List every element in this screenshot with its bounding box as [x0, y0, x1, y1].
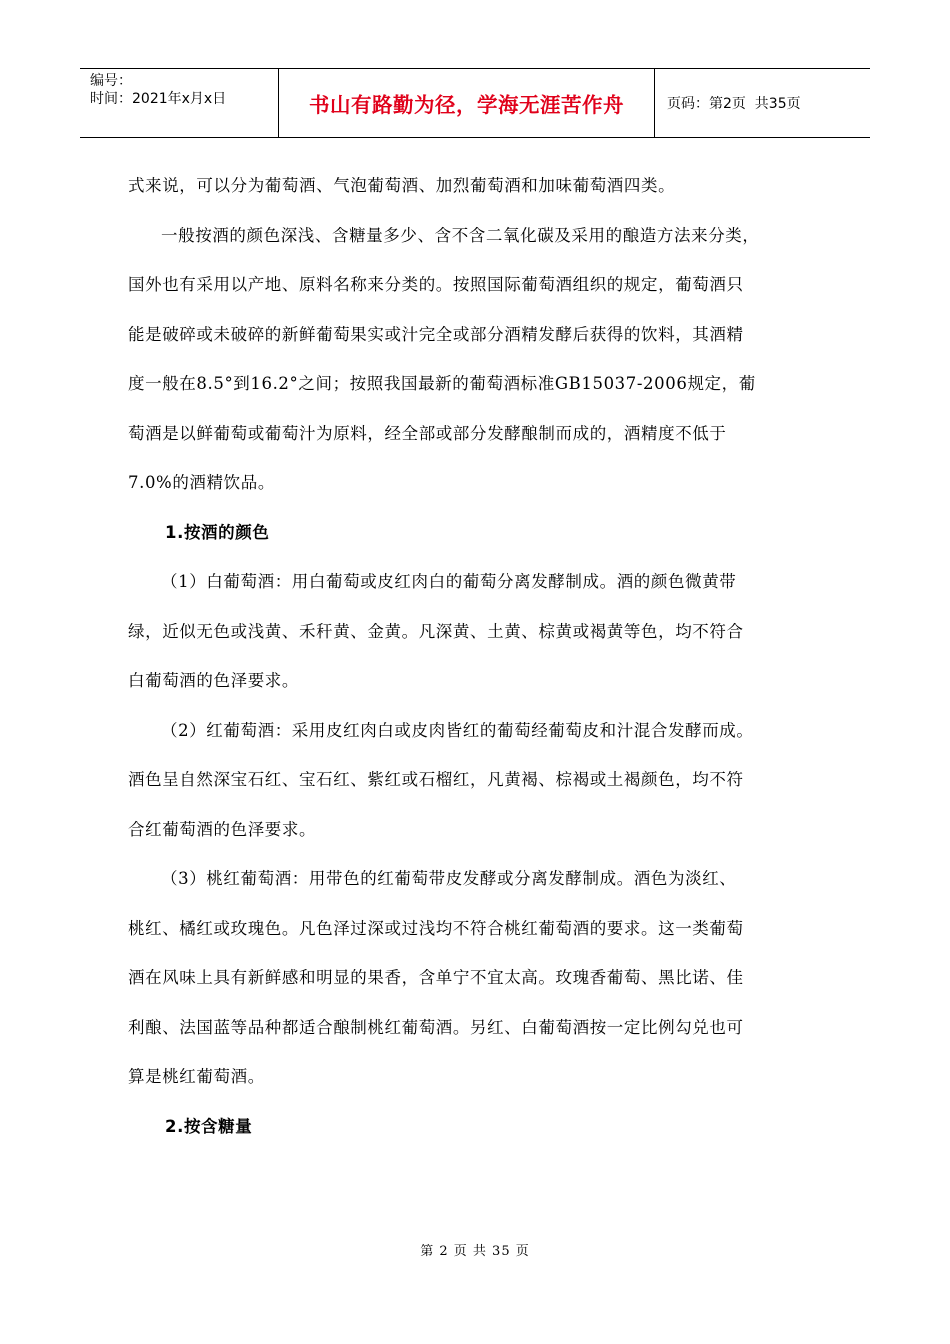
text-line: 酒色呈自然深宝石红、宝石红、紫红或石榴红，凡黄褐、棕褐或土褐颜色，均不符	[128, 770, 744, 789]
text-line: 酒在风味上具有新鲜感和明显的果香，含单宁不宜太高。玫瑰香葡萄、黑比诺、佳	[128, 968, 744, 987]
header-meta	[80, 69, 279, 137]
page-header	[80, 68, 870, 138]
document-date: 时间：2021年x月x日	[90, 91, 227, 107]
text-line: 7.0%的酒精饮品。	[128, 473, 275, 492]
document-number-label: 编号：	[90, 73, 132, 89]
paragraph-start: （3）桃红葡萄酒：用带色的红葡萄带皮发酵或分离发酵制成。酒色为淡红、	[161, 869, 737, 888]
text-line: 式来说，可以分为葡萄酒、气泡葡萄酒、加烈葡萄酒和加味葡萄酒四类。	[128, 176, 676, 195]
paragraph-start: （2）红葡萄酒：采用皮红肉白或皮肉皆红的葡萄经葡萄皮和汁混合发酵而成。	[161, 720, 754, 740]
text-line: 绿，近似无色或浅黄、禾秆黄、金黄。凡深黄、土黄、棕黄或褐黄等色，均不符合	[128, 621, 744, 641]
text-line: 合红葡萄酒的色泽要求。	[128, 819, 317, 839]
text-line: 白葡萄酒的色泽要求。	[128, 671, 299, 690]
paragraph-start: （1）白葡萄酒：用白葡萄或皮红肉白的葡萄分离发酵制成。酒的颜色微黄带	[161, 572, 737, 591]
header-motto-cell	[279, 69, 655, 137]
text-line: 利酿、法国蓝等品种都适合酿制桃红葡萄酒。另红、白葡萄酒按一定比例勾兑也可	[128, 1017, 744, 1037]
text-line: 度一般在8.5°到16.2°之间；按照我国最新的葡萄酒标准GB15037-2006规定，葡	[128, 374, 756, 393]
text-line: 国外也有采用以产地、原料名称来分类的。按照国际葡萄酒组织的规定，葡萄酒只	[128, 275, 744, 294]
body-text	[128, 168, 834, 1158]
page-footer: 第 2 页 共 35 页	[420, 1244, 530, 1259]
header-page-info: 页码：第2页 共35页	[667, 96, 801, 112]
header-page-info-cell	[655, 69, 870, 137]
text-line: 算是桃红葡萄酒。	[128, 1067, 265, 1086]
text-line: 能是破碎或未破碎的新鲜葡萄果实或汁完全或部分酒精发酵后获得的饮料，其酒精	[128, 324, 744, 344]
section-heading-sugar: 2.按含糖量	[165, 1116, 253, 1136]
text-line: 萄酒是以鲜葡萄或葡萄汁为原料，经全部或部分发酵酿制而成的，酒精度不低于	[128, 423, 727, 443]
paragraph-start: 一般按酒的颜色深浅、含糖量多少、含不含二氧化碳及采用的酿造方法来分类，	[161, 225, 760, 245]
section-heading-color: 1.按酒的颜色	[165, 522, 270, 542]
text-line: 桃红、橘红或玫瑰色。凡色泽过深或过浅均不符合桃红葡萄酒的要求。这一类葡萄	[128, 918, 744, 938]
header-motto: 书山有路勤为径，学海无涯苦作舟	[309, 93, 624, 117]
